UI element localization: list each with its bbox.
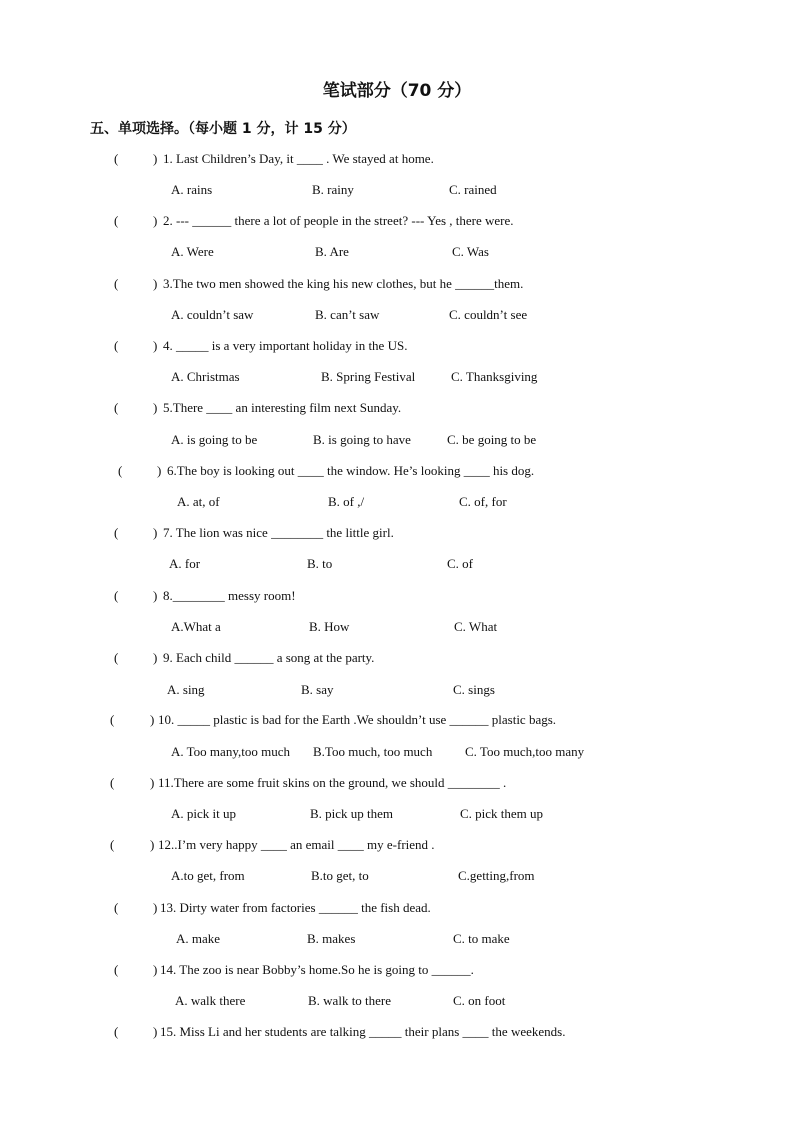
option-c: C. pick them up — [460, 806, 544, 821]
answer-paren-open: ( — [114, 900, 119, 915]
question-text: 14. The zoo is near Bobby’s home.So he is going to ______. — [160, 962, 474, 977]
option-a: A. is going to be — [171, 432, 258, 447]
option-a: A. couldn’t saw — [171, 307, 254, 322]
section-heading: 五、单项选择。（每小题 1 分，计 15 分） — [90, 121, 356, 137]
option-b: B. pick up them — [310, 806, 394, 821]
option-c: C. of, for — [459, 494, 507, 509]
option-c: C. Too much,too many — [465, 744, 585, 759]
option-a: A. make — [176, 931, 221, 946]
option-a: A. for — [169, 556, 201, 571]
option-c: C. couldn’t see — [449, 307, 528, 322]
answer-paren-close: ) — [153, 338, 158, 353]
option-b: B. say — [301, 682, 334, 697]
answer-paren-close: ) — [153, 276, 158, 291]
option-c: C. be going to be — [447, 432, 537, 447]
question-text: 6.The boy is looking out ____ the window. He’s looking ____ his dog. — [167, 463, 535, 478]
answer-paren-open: ( — [110, 837, 115, 852]
option-b: B. to — [307, 556, 333, 571]
question-text: 1. Last Children’s Day, it ____ . We stayed at home. — [163, 151, 434, 166]
question-text: 3.The two men showed the king his new clothes, but he ______them. — [163, 276, 524, 291]
question-text: 13. Dirty water from factories ______ the fish dead. — [160, 900, 431, 915]
option-b: B. walk to there — [308, 993, 392, 1008]
answer-paren-close: ) — [153, 900, 158, 915]
option-b: B. Are — [315, 244, 349, 259]
option-a: A. Were — [171, 244, 214, 259]
option-b: B. can’t saw — [315, 307, 380, 322]
option-a: A. pick it up — [171, 806, 236, 821]
question-text: 8.________ messy room! — [163, 588, 296, 603]
option-a: A. walk there — [175, 993, 246, 1008]
answer-paren-open: ( — [110, 775, 115, 790]
option-a: A. Too many,too much — [171, 744, 290, 759]
option-b: B. makes — [307, 931, 356, 946]
option-b: B.Too much, too much — [313, 744, 433, 759]
option-b: B. Spring Festival — [321, 369, 416, 384]
answer-paren-open: ( — [114, 525, 119, 540]
option-b: B.to get, to — [311, 868, 369, 883]
option-c: C. sings — [453, 682, 495, 697]
option-c: C. of — [447, 556, 473, 571]
question-text: 7. The lion was nice ________ the little girl. — [163, 525, 394, 540]
answer-paren-close: ) — [153, 525, 158, 540]
answer-paren-open: ( — [114, 338, 119, 353]
option-b: B. is going to have — [313, 432, 411, 447]
answer-paren-open: ( — [114, 276, 119, 291]
question-text: 12..I’m very happy ____ an email ____ my e-friend . — [158, 837, 435, 852]
answer-paren-close: ) — [150, 837, 155, 852]
option-c: C.getting,from — [458, 868, 535, 883]
option-c: C. to make — [453, 931, 510, 946]
option-c: C. rained — [449, 182, 497, 197]
option-b: B. How — [309, 619, 350, 634]
option-c: C. What — [454, 619, 498, 634]
answer-paren-open: ( — [110, 712, 115, 727]
question-text: 2. --- ______ there a lot of people in the street? --- Yes , there were. — [163, 213, 514, 228]
option-a: A. at, of — [177, 494, 220, 509]
page-title: 笔试部分（70 分） — [322, 81, 472, 101]
option-a: A.What a — [171, 619, 221, 634]
answer-paren-close: ) — [157, 463, 162, 478]
answer-paren-close: ) — [153, 151, 158, 166]
option-a: A. rains — [171, 182, 213, 197]
answer-paren-open: ( — [114, 962, 119, 977]
answer-paren-close: ) — [150, 775, 155, 790]
answer-paren-open: ( — [114, 1024, 119, 1039]
answer-paren-open: ( — [114, 151, 119, 166]
option-c: C. Was — [452, 244, 489, 259]
answer-paren-close: ) — [153, 962, 158, 977]
option-a: A.to get, from — [171, 868, 245, 883]
answer-paren-close: ) — [153, 588, 158, 603]
option-c: C. on foot — [453, 993, 506, 1008]
question-text: 10. _____ plastic is bad for the Earth .We shouldn’t use ______ plastic bags. — [158, 712, 557, 727]
answer-paren-close: ) — [153, 650, 158, 665]
answer-paren-close: ) — [153, 1024, 158, 1039]
option-b: B. of ,/ — [328, 494, 365, 509]
option-a: A. Christmas — [171, 369, 240, 384]
answer-paren-open: ( — [114, 213, 119, 228]
answer-paren-close: ) — [150, 712, 155, 727]
answer-paren-open: ( — [114, 588, 119, 603]
option-a: A. sing — [167, 682, 205, 697]
answer-paren-close: ) — [153, 213, 158, 228]
option-c: C. Thanksgiving — [451, 369, 538, 384]
option-b: B. rainy — [312, 182, 354, 197]
question-text: 15. Miss Li and her students are talking _____ their plans ____ the weekends. — [160, 1024, 566, 1039]
answer-paren-open: ( — [114, 650, 119, 665]
question-text: 11.There are some fruit skins on the ground, we should ________ . — [158, 775, 507, 790]
answer-paren-open: ( — [118, 463, 123, 478]
question-text: 5.There ____ an interesting film next Sunday. — [163, 400, 402, 415]
question-text: 9. Each child ______ a song at the party. — [163, 650, 375, 665]
answer-paren-close: ) — [153, 400, 158, 415]
question-text: 4. _____ is a very important holiday in the US. — [163, 338, 408, 353]
answer-paren-open: ( — [114, 400, 119, 415]
